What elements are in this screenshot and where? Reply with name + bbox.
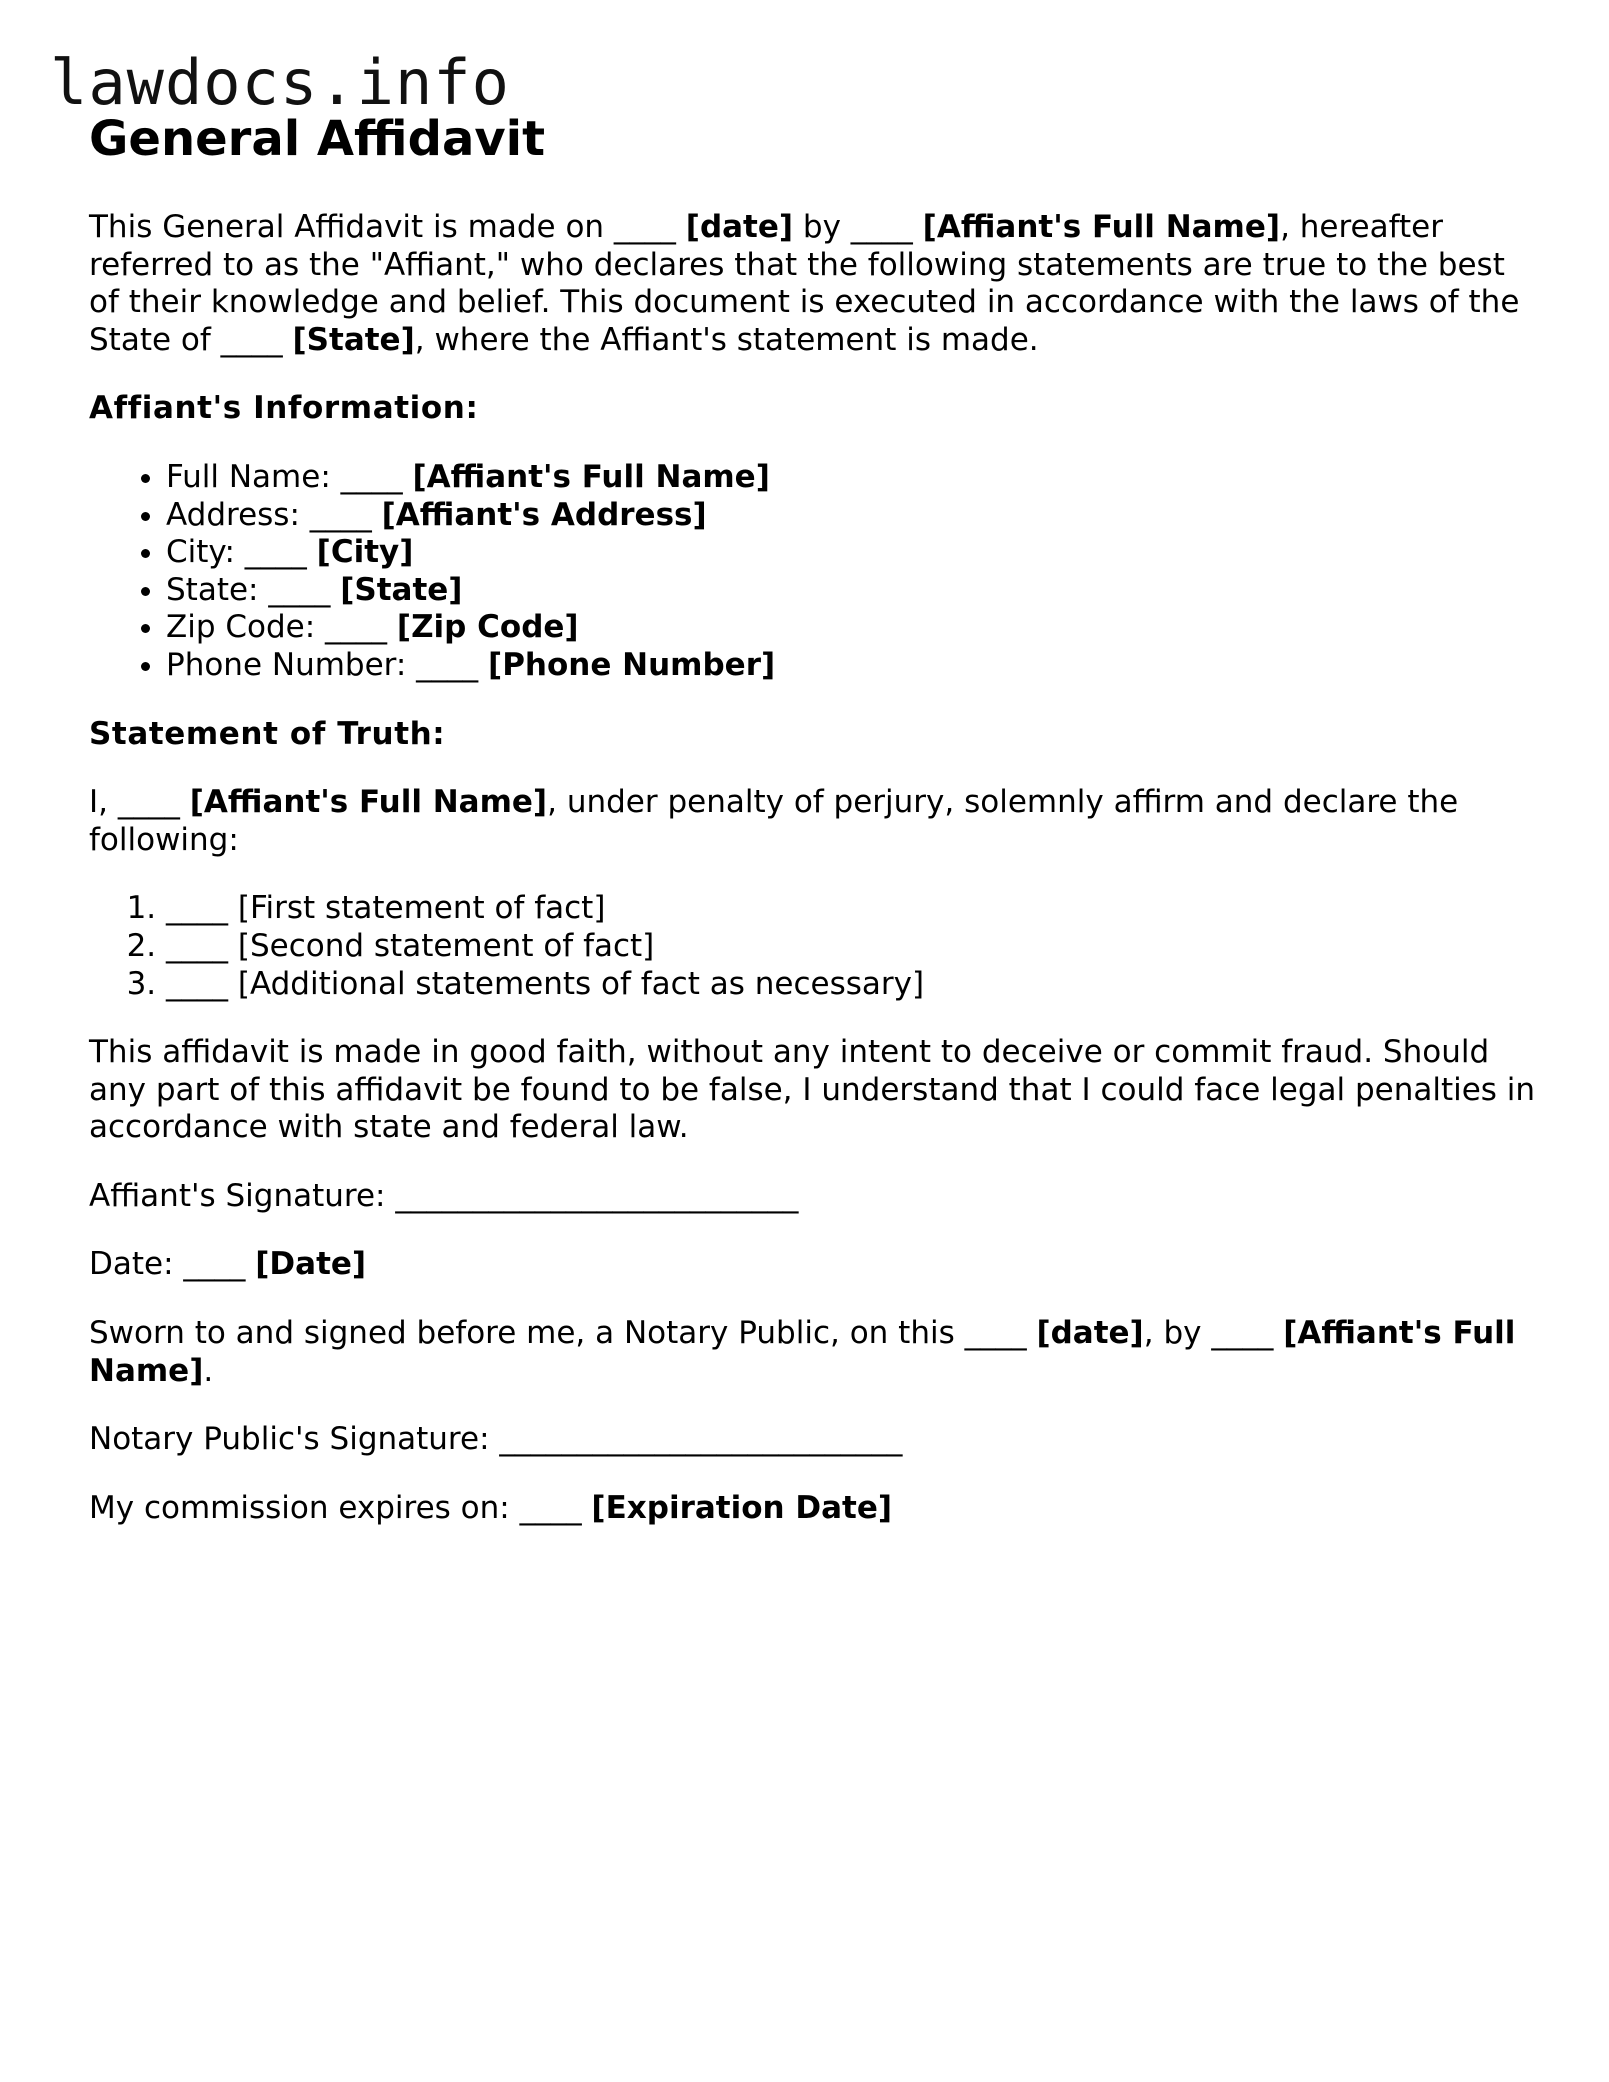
info-item-state bbox=[166, 572, 1539, 610]
sworn-text-3: . bbox=[203, 1352, 214, 1389]
affiant-info-list bbox=[89, 459, 1539, 685]
commission-line bbox=[89, 1490, 1539, 1528]
info-label: Zip Code: ____ bbox=[166, 609, 397, 646]
info-label: State: ____ bbox=[166, 571, 341, 608]
truth-text-1: I, ____ bbox=[89, 784, 190, 821]
affiant-signature-line: Affiant's Signature: __________________________ bbox=[89, 1177, 799, 1214]
date-label: Date: ____ bbox=[89, 1246, 256, 1283]
statement-item: 3. ____ [Additional statements of fact as necessary] bbox=[166, 966, 1539, 1004]
info-item-city bbox=[166, 534, 1539, 572]
intro-name-placeholder: [Affiant's Full Name] bbox=[922, 209, 1281, 245]
sworn-text-2: , by ____ bbox=[1143, 1315, 1284, 1352]
info-value: [Affiant's Full Name] bbox=[412, 458, 770, 495]
info-item-phone-number bbox=[166, 647, 1539, 685]
info-item-address bbox=[166, 497, 1539, 535]
notary-signature-line: Notary Public's Signature: __________________________ bbox=[89, 1421, 903, 1458]
info-value: [Affiant's Address] bbox=[381, 496, 707, 533]
affidavit-document bbox=[89, 109, 1539, 1527]
intro-text-4: , where the Affiant's statement is made. bbox=[414, 321, 1039, 358]
info-heading: Affiant's Information: bbox=[89, 390, 479, 427]
intro-paragraph bbox=[89, 209, 1539, 359]
truth-intro-paragraph bbox=[89, 784, 1539, 859]
info-item-full-name bbox=[166, 459, 1539, 497]
date-placeholder: [Date] bbox=[255, 1246, 367, 1283]
info-value: [State] bbox=[340, 571, 463, 608]
good-faith-paragraph: This affidavit is made in good faith, without any intent to deceive or commit fraud. Should any part of this affidavit be found to be false, I understand that I could face legal penalties in accordance with state and federal law. bbox=[89, 1034, 1536, 1146]
statement-item: 2. ____ [Second statement of fact] bbox=[166, 928, 1539, 966]
date-line bbox=[89, 1246, 1539, 1284]
commission-label: My commission expires on: ____ bbox=[89, 1489, 592, 1526]
intro-text-3: , hereafter referred to as the "Affiant," who declares that the following statements are true to the best of their knowledge and belief. This document is executed in accordance with the laws of the State of ____ bbox=[89, 209, 1520, 358]
info-label: Phone Number: ____ bbox=[166, 646, 489, 683]
truth-heading: Statement of Truth: bbox=[89, 715, 446, 752]
expiration-date-placeholder: [Expiration Date] bbox=[591, 1489, 893, 1526]
info-item-zip-code bbox=[166, 609, 1539, 647]
intro-state-placeholder: [State] bbox=[292, 321, 415, 358]
info-value: [City] bbox=[316, 534, 414, 571]
sworn-date-placeholder: [date] bbox=[1036, 1315, 1144, 1352]
truth-name-placeholder: [Affiant's Full Name] bbox=[189, 784, 548, 821]
sworn-name-placeholder: [Affiant's Full Name] bbox=[89, 1315, 1516, 1389]
info-value: [Phone Number] bbox=[488, 646, 776, 683]
statements-list bbox=[89, 890, 1539, 1003]
site-logo: lawdocs.info bbox=[50, 46, 510, 119]
info-value: [Zip Code] bbox=[396, 609, 579, 646]
intro-text-1: This General Affidavit is made on ____ bbox=[89, 209, 686, 245]
intro-text-2: by ____ bbox=[793, 209, 923, 245]
sworn-paragraph bbox=[89, 1315, 1539, 1390]
info-label: Full Name: ____ bbox=[166, 458, 413, 495]
statement-item: 1. ____ [First statement of fact] bbox=[166, 890, 1539, 928]
truth-text-2: , under penalty of perjury, solemnly affirm and declare the following: bbox=[89, 784, 1459, 858]
info-label: City: ____ bbox=[166, 534, 317, 571]
document-title: General Affidavit bbox=[89, 111, 546, 167]
intro-date-placeholder: [date] bbox=[685, 209, 794, 245]
sworn-text-1: Sworn to and signed before me, a Notary Public, on this ____ bbox=[89, 1315, 1037, 1352]
info-label: Address: ____ bbox=[166, 496, 382, 533]
